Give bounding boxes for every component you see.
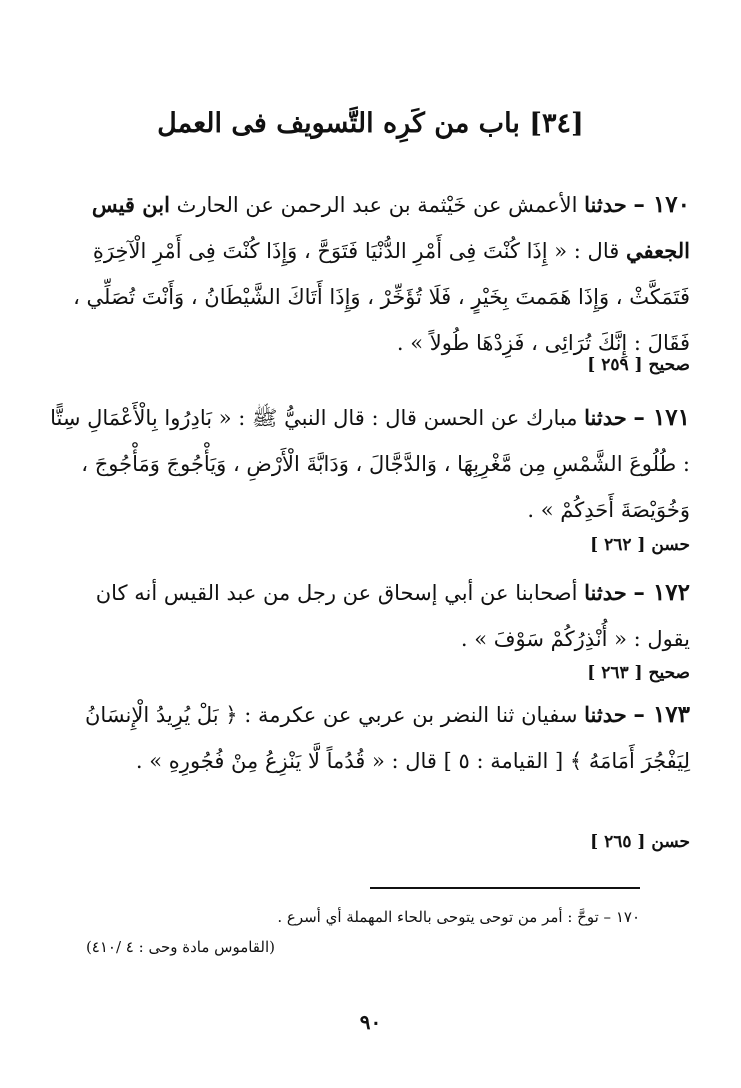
- chain-text: أصحابنا عن أبي إسحاق عن رجل من عبد القيس أنه: [134, 581, 578, 605]
- chain-word: حدثنا: [584, 702, 627, 727]
- chapter-title: [٣٤] باب من كَرِه التَّسويف فى العمل: [157, 108, 584, 139]
- chain-word: حدثنا: [584, 405, 627, 430]
- grade-171: حسن [ ٢٦٢ ]: [590, 535, 690, 555]
- footnote-source: (القاموس مادة وحى : ٤ /٤١٠): [85, 938, 275, 956]
- hadith-number: ١٧١ –: [633, 404, 690, 431]
- hadith-171: [50, 395, 690, 533]
- hadith-172: [50, 570, 690, 662]
- hadith-number: ١٧٠ –: [633, 191, 690, 218]
- hadith-text: كان يقول : « أُنْذِرُكُمْ سَوْفَ » .: [95, 581, 690, 651]
- hadith-number: ١٧٣ –: [633, 701, 690, 728]
- chain-word: حدثنا: [584, 580, 627, 605]
- hadith-170: [50, 182, 690, 366]
- chain-text: مبارك عن الحسن قال : قال النبيُّ ﷺ : « بَادِرُوا: [164, 406, 578, 430]
- footnote-170: ١٧٠ – توحَّ : أمر من توحى يتوحى بالحاء المهملة أي أسرع .: [277, 908, 640, 926]
- grade-173: حسن [ ٢٦٥ ]: [590, 832, 690, 852]
- hadith-text: بِالْأَعْمَالِ سِتًّا : طُلُوعَ الشَّمْسِ مِن مَّغْرِبِهَا ، وَالدَّجَّالَ ، وَدَابَّةَ الْأَرْضِ ، وَيَأْجُوجَ وَمَأْجُوجَ ، وَخُوَيْصَةَ أَحَدِكُمْ » .: [50, 406, 690, 522]
- page-number: ٩٠: [359, 1010, 382, 1034]
- hadith-text: الْإِنسَانُ لِيَفْجُرَ أَمَامَهُ ﴾ [ القيامة : ٥ ] قال : « قُدُماً لَّا يَنْزِعُ مِنْ فُجُورِهِ » .: [85, 703, 690, 773]
- footnote-divider: [370, 887, 640, 889]
- grade-170: صحيح [ ٢٥٩ ]: [587, 355, 690, 375]
- narrator: ابن قيس الجعفي: [91, 192, 690, 263]
- hadith-173: [50, 692, 690, 784]
- hadith-text: قال : « إِذَا كُنْتَ فِى أَمْرِ الدُّنْيَا فَتَوَحَّ ، وَإِذَا كُنْتَ فِى أَمْرِ الْآخِرَةِ فَتَمَكَّثْ ، وَإِذَا هَمَمتَ بِخَيْرٍ ، فَلَا تُؤَخِّرْ ، وَإِذَا أَتَاكَ الشَّيْطَانُ ، وَأَنْتَ تُصَلِّي ، فَقَالَ : إِنَّكَ تُرَائِى ، فَزِدْهَا طُولاً » .: [73, 239, 690, 355]
- chain-word: حدثنا: [584, 192, 627, 217]
- hadith-number: ١٧٢ –: [633, 579, 690, 606]
- chain-text: سفيان ثنا النضر بن عربي عن عكرمة : ﴿ بَلْ يُرِيدُ: [155, 703, 578, 727]
- chain-text: الأعمش عن خَيْثمة بن عبد الرحمن عن الحارث: [176, 193, 578, 217]
- grade-172: صحيح [ ٢٦٣ ]: [587, 663, 690, 683]
